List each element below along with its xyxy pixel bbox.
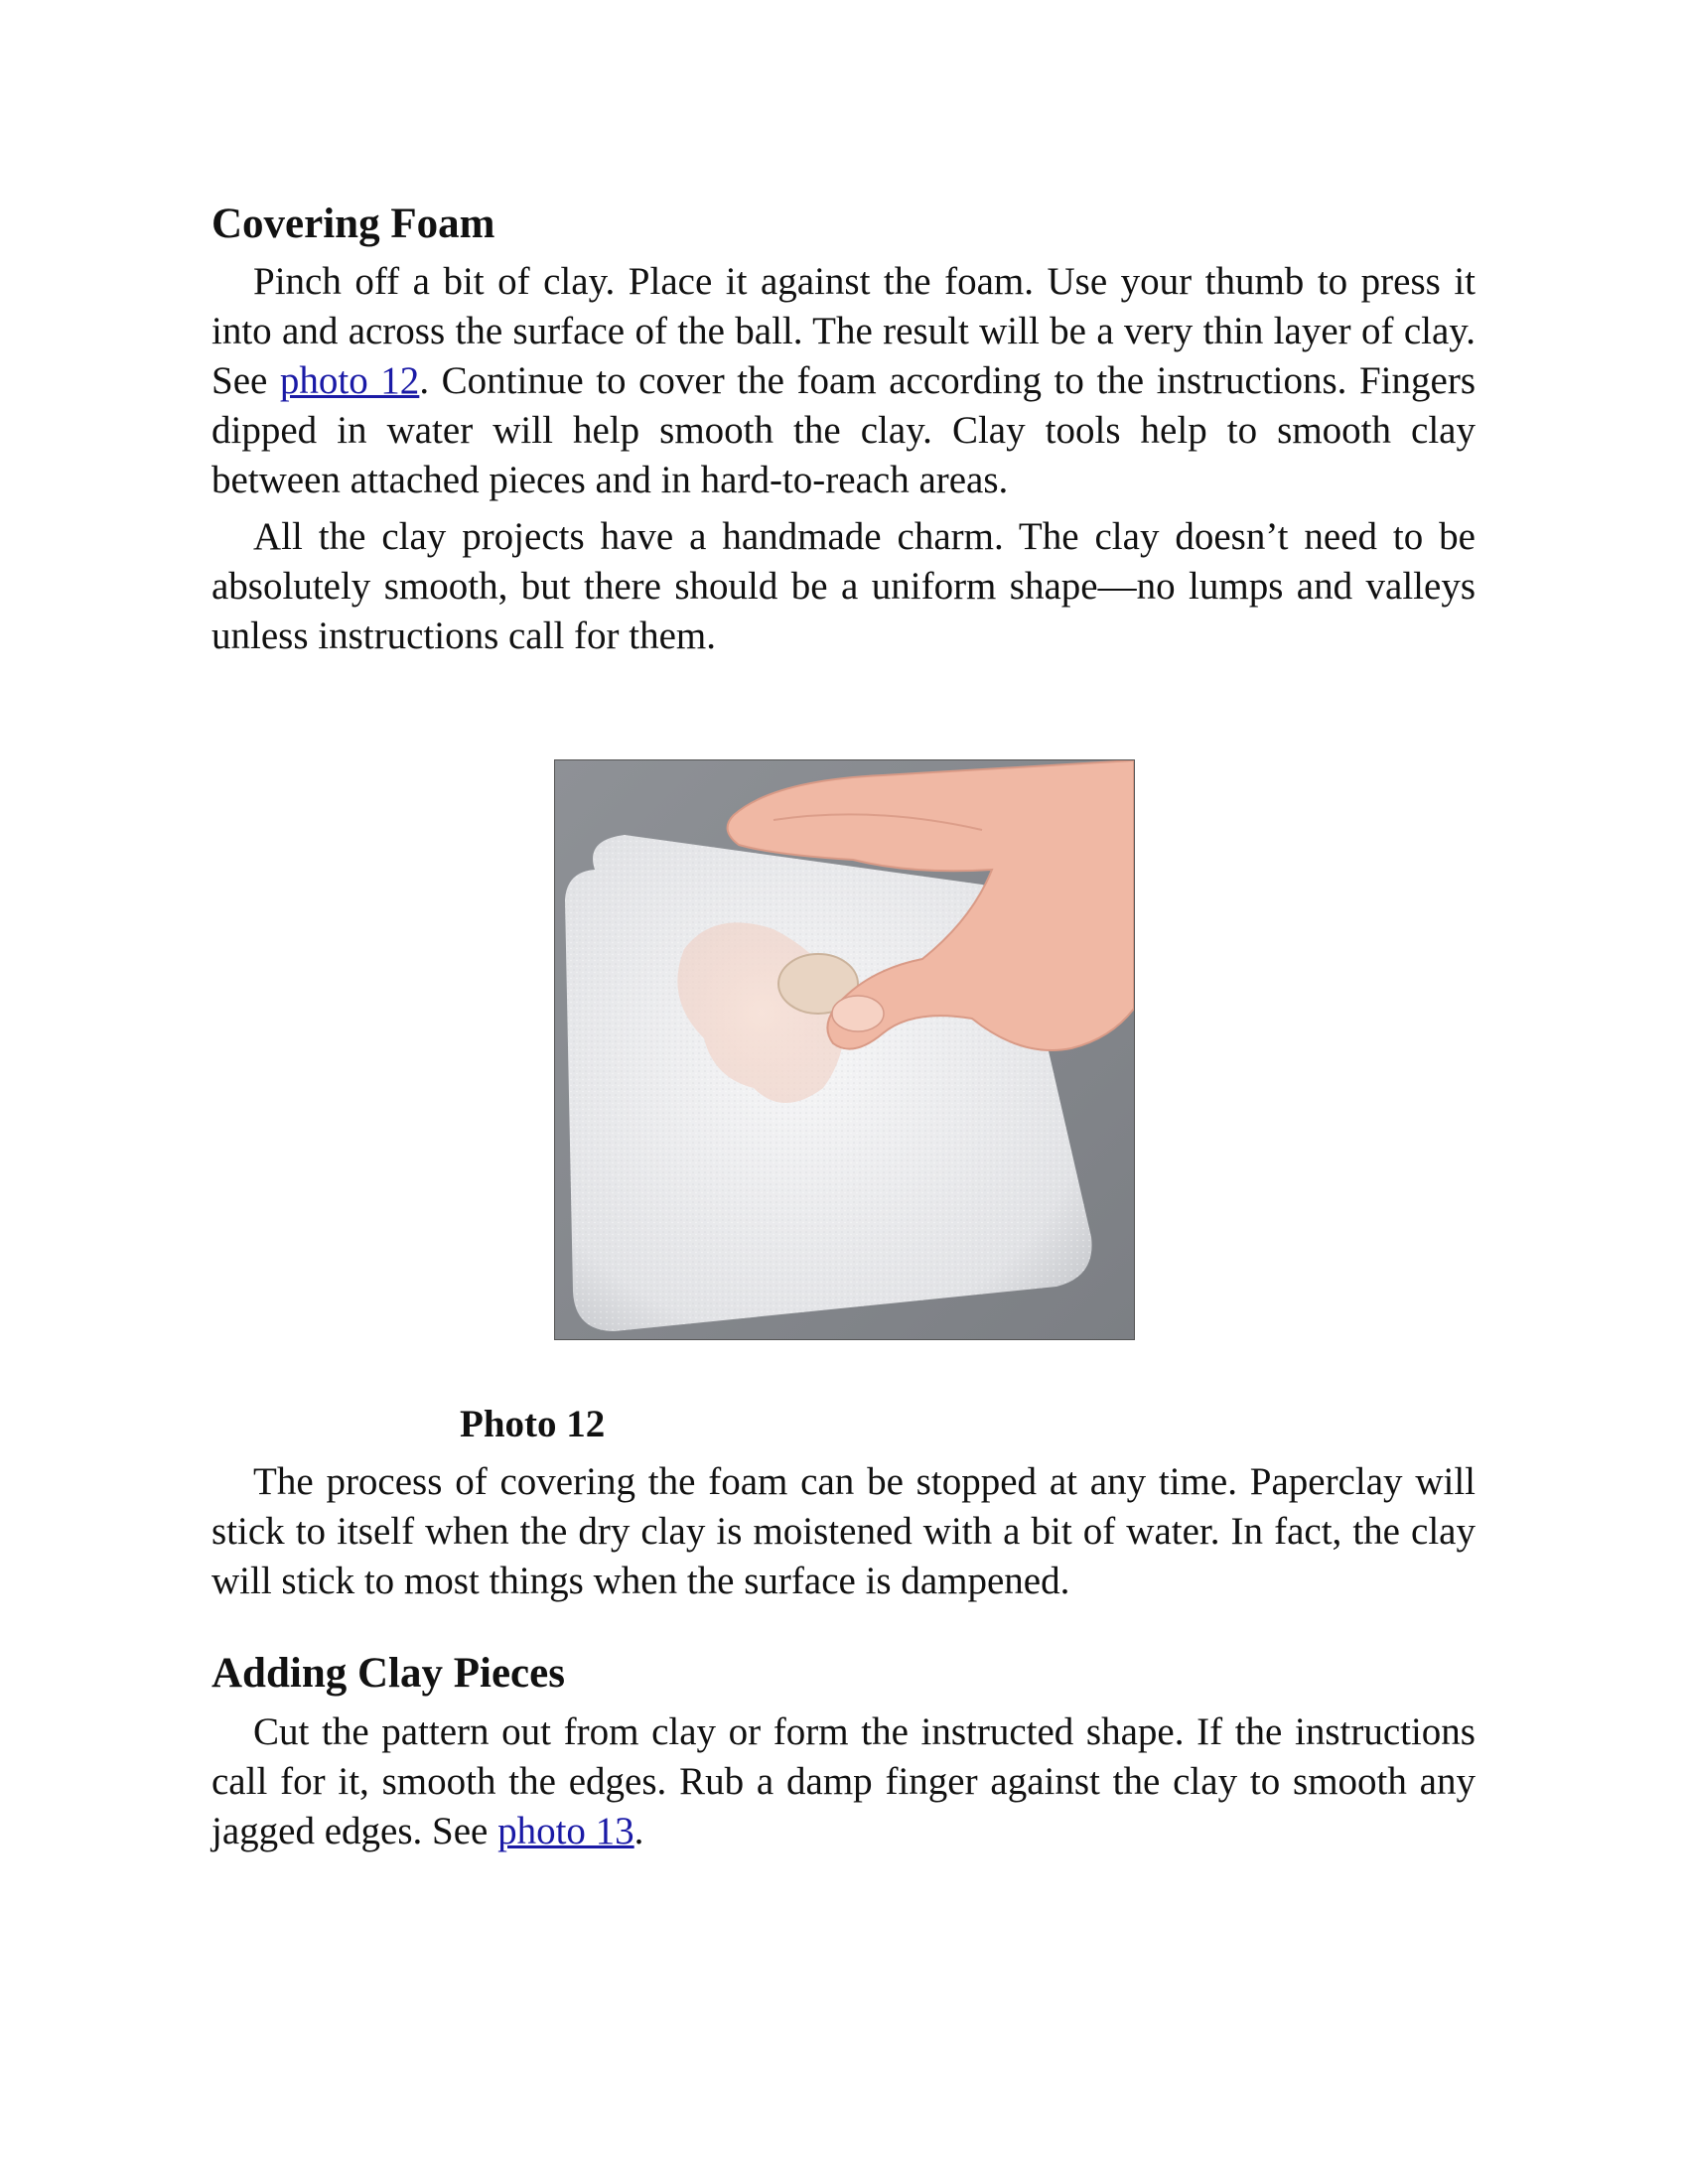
paragraph-covering-foam-1 <box>211 257 1476 505</box>
paragraph-text: . Continue to cover the foam according to the instructions. Fingers dipped in water will help smooth the clay. Clay tools help to smooth clay between attached pieces and in hard-to-reach areas. <box>211 359 1476 501</box>
photo-caption: Photo 12 <box>460 1403 606 1445</box>
foam-block-photo <box>555 760 1134 1339</box>
photo-12-image <box>554 759 1135 1340</box>
section-heading-adding-clay-pieces: Adding Clay Pieces <box>211 1650 565 1697</box>
paragraph-text: Pinch off a bit of clay. Place it against the foam. Use your thumb to press it into and across the surface of the ball. The result will be a very thin layer of clay. See <box>211 260 1476 402</box>
photo-12-link[interactable]: photo 12 <box>279 359 420 402</box>
thumbnail <box>832 996 884 1031</box>
section-heading-covering-foam: Covering Foam <box>211 201 495 247</box>
paragraph-adding-clay-pieces <box>211 1707 1476 1856</box>
paragraph-process: The process of covering the foam can be stopped at any time. Paperclay will stick to itself when the dry clay is moistened with a bit of water. In fact, the clay will stick to most things when the surface is dampened. <box>211 1460 1476 1602</box>
paragraph-covering-foam-2: All the clay projects have a handmade charm. The clay doesn’t need to be absolutely smooth, but there should be a uniform shape—no lumps and valleys unless instructions call for them. <box>211 515 1476 657</box>
document-page <box>211 199 1476 1852</box>
photo-13-link[interactable]: photo 13 <box>497 1810 634 1852</box>
paragraph-text: Cut the pattern out from clay or form the instructed shape. If the instructions call for it, smooth the edges. Rub a damp finger against the clay to smooth any jagged edges. See <box>211 1710 1476 1852</box>
paragraph-text: . <box>633 1810 644 1852</box>
